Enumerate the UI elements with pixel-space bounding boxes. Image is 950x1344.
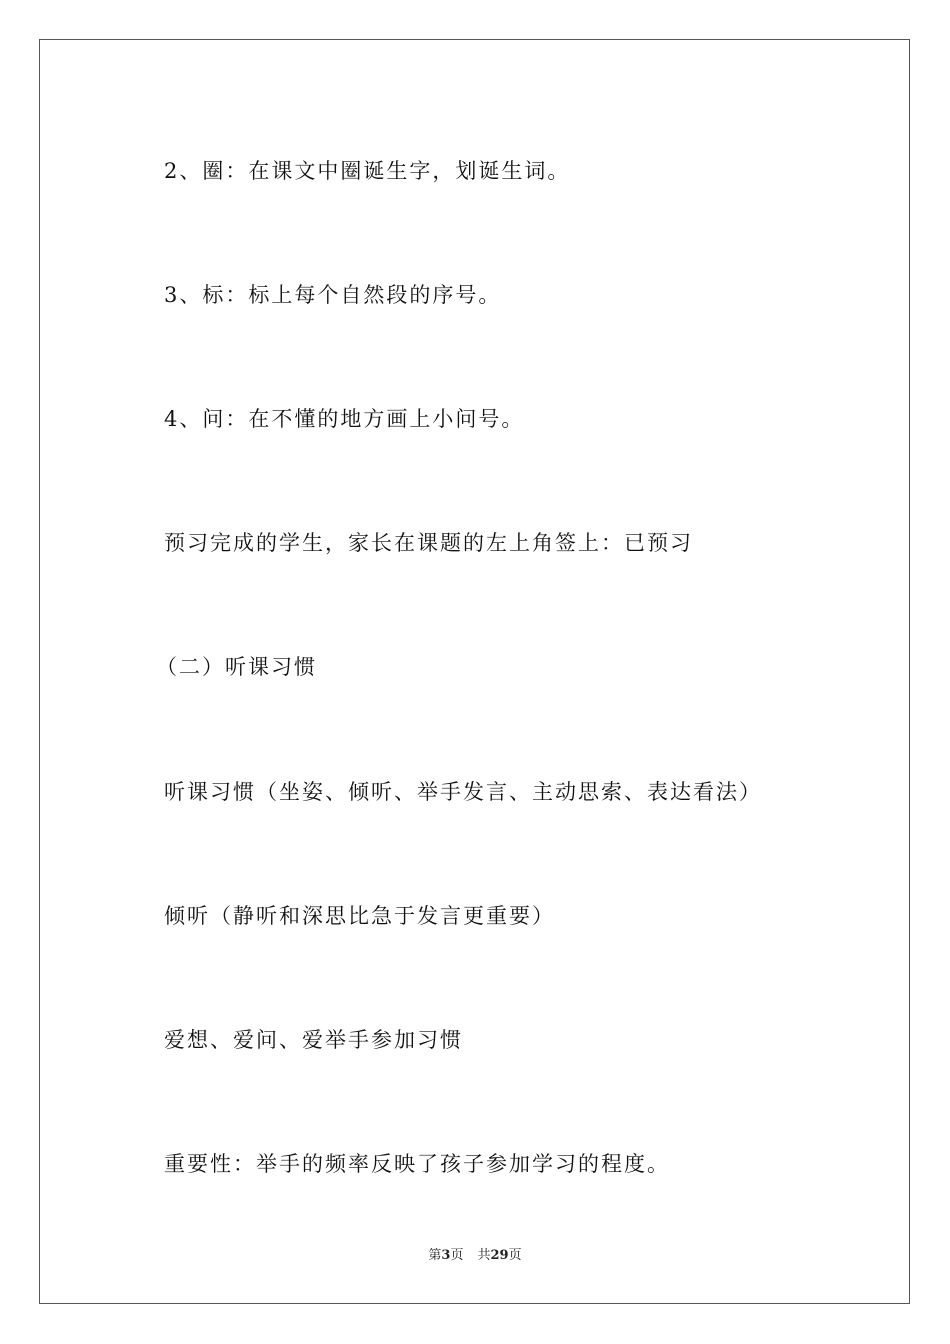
- total-suffix: 页: [508, 1248, 522, 1263]
- current-page-number: 3: [441, 1248, 451, 1263]
- page-prefix: 第: [428, 1248, 442, 1263]
- paragraph-parent-sign: 预习完成的学生，家长在课题的左上角签上：已预习: [164, 531, 693, 555]
- page-suffix: 页: [450, 1248, 464, 1263]
- paragraph-listening-habits: 听课习惯（坐姿、倾听、举手发言、主动思索、表达看法）: [164, 780, 762, 804]
- paragraph-circle-words: 2、圈：在课文中圈诞生字，划诞生词。: [164, 159, 571, 183]
- page-footer: [0, 1247, 950, 1265]
- total-pages-number: 29: [490, 1248, 509, 1263]
- paragraph-participation: 爱想、爱问、爱举手参加习惯: [164, 1028, 463, 1052]
- paragraph-ask-questions: 4、问：在不懂的地方画上小问号。: [164, 407, 525, 431]
- total-prefix: 共: [477, 1248, 491, 1263]
- paragraph-attentive-listening: 倾听（静听和深思比急于发言更重要）: [164, 904, 555, 928]
- section-heading-listening: （二）听课习惯: [156, 655, 317, 679]
- paragraph-importance: 重要性：举手的频率反映了孩子参加学习的程度。: [164, 1152, 670, 1176]
- paragraph-mark-numbers: 3、标：标上每个自然段的序号。: [164, 283, 502, 307]
